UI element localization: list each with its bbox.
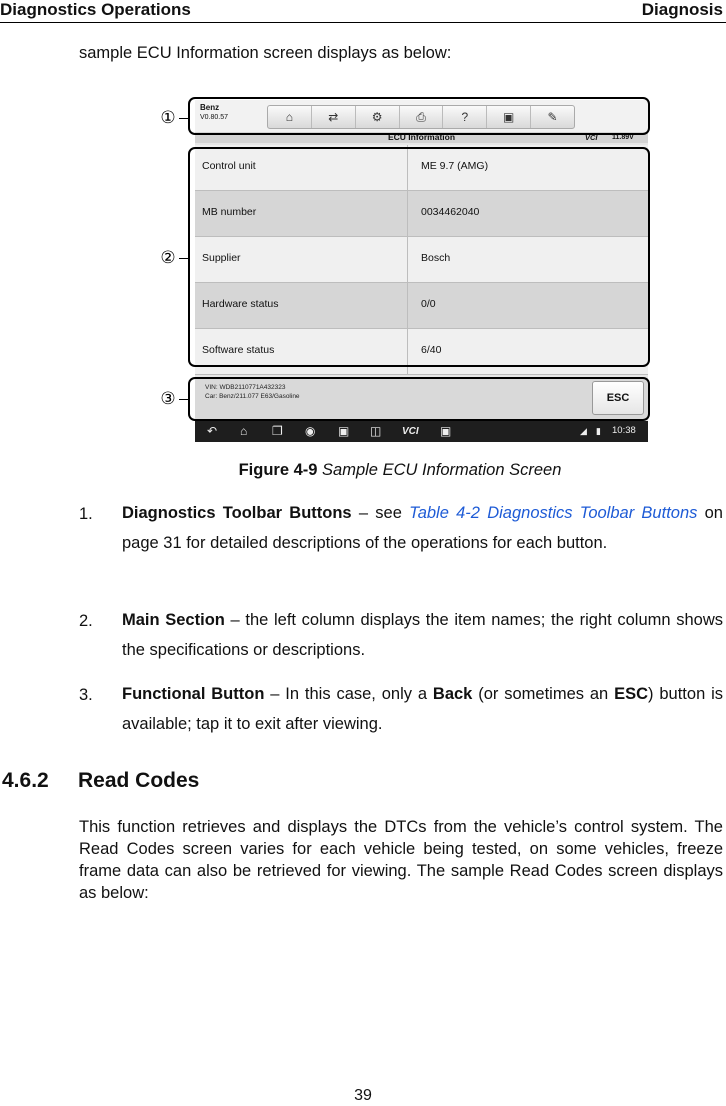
list-item <box>122 605 723 665</box>
caption-label: Figure 4-9 <box>238 461 318 479</box>
header-rule <box>0 22 726 23</box>
row-value: ME 9.7 (AMG) <box>421 160 489 172</box>
camera-icon[interactable]: ▣ <box>338 424 350 438</box>
item-heading: Diagnostics Toolbar Buttons <box>122 504 352 522</box>
row-label: Control unit <box>195 145 408 190</box>
callout-2: ② <box>160 248 176 267</box>
item-text: (or sometimes an <box>472 685 615 703</box>
row-label: MB number <box>195 191 408 236</box>
row-value: 0/0 <box>421 298 436 310</box>
browser-icon[interactable]: ◉ <box>305 424 316 438</box>
row-label: Software status <box>195 329 408 374</box>
print-icon[interactable]: ⎙ <box>400 106 444 128</box>
home-icon[interactable]: ⌂ <box>268 106 312 128</box>
vci-nav-icon[interactable]: VCI <box>402 426 419 437</box>
mirror-icon[interactable]: ◫ <box>370 424 382 438</box>
battery-icon: ▮ <box>596 426 601 436</box>
callout-1-bracket <box>188 97 650 135</box>
row-value: 0034462040 <box>421 206 480 218</box>
software-version: V0.80.57 <box>200 114 229 121</box>
vin-text: VIN: WDB2110771A432323 <box>205 384 286 391</box>
vehicle-swap-icon[interactable]: ⇄ <box>312 106 356 128</box>
esc-button[interactable]: ESC <box>592 381 644 415</box>
back-icon[interactable]: ↶ <box>207 424 218 438</box>
header-chapter: Diagnostics Operations <box>0 0 191 19</box>
table-reference-link[interactable]: Table 4-2 Diagnostics Toolbar Buttons <box>409 504 698 522</box>
esc-term: ESC <box>614 685 649 703</box>
car-icon[interactable]: ▣ <box>440 424 452 438</box>
battery-voltage: 11.89V <box>612 134 634 141</box>
vehicle-make: Benz <box>200 103 220 112</box>
item-number: 1. <box>79 505 93 523</box>
settings-icon[interactable]: ⚙ <box>356 106 400 128</box>
intro-text: sample ECU Information screen displays as below: <box>79 44 452 62</box>
callout-1: ① <box>160 108 176 127</box>
save-icon[interactable]: ▣ <box>487 106 531 128</box>
list-item <box>122 498 723 558</box>
section-number: 4.6.2 <box>2 769 49 792</box>
list-item <box>122 679 723 739</box>
row-value: 6/40 <box>421 344 442 356</box>
edit-icon[interactable]: ✎ <box>547 110 558 124</box>
help-icon[interactable]: ? <box>443 106 487 128</box>
home-nav-icon[interactable]: ⌂ <box>240 424 248 438</box>
car-text: Car: Benz/211.077 E63/Gasoline <box>205 393 300 400</box>
item-text: ) button is available; tap it to exit after viewing. <box>122 685 724 733</box>
callout-3: ③ <box>160 389 176 408</box>
header-section: Diagnosis <box>641 0 723 19</box>
item-text: – In this case, only a <box>264 685 433 703</box>
section-title: Read Codes <box>78 769 200 792</box>
item-heading: Functional Button <box>122 685 265 703</box>
row-value: Bosch <box>421 252 451 264</box>
item-text: – the left column displays the item names; the right column shows the specifications or descriptions. <box>122 611 724 659</box>
item-heading: Main Section <box>122 611 225 629</box>
caption-text: Sample ECU Information Screen <box>317 461 562 479</box>
callout-3-bracket <box>188 377 650 421</box>
item-number: 3. <box>79 686 93 704</box>
item-text: on page 31 for detailed descriptions of the operations for each button. <box>122 504 723 552</box>
back-term: Back <box>432 685 473 703</box>
figure-caption <box>0 461 726 480</box>
callout-2-bracket <box>188 147 650 367</box>
wifi-icon: ◢ <box>580 426 587 436</box>
vci-indicator: VCI <box>585 133 598 142</box>
screen-title: ECU Information <box>387 132 456 142</box>
row-label: Hardware status <box>195 283 408 328</box>
item-number: 2. <box>79 612 93 630</box>
recent-apps-icon[interactable]: ❐ <box>272 424 283 438</box>
clock: 10:38 <box>612 425 636 436</box>
page-number: 39 <box>354 1087 372 1104</box>
section-body: This function retrieves and displays the DTCs from the vehicle’s control system. The Read Codes screen varies for each vehicle being tested, on some vehicles, freeze frame data can also be retrieved for viewing. The sample Read Codes screen displays as below: <box>79 818 723 902</box>
row-label: Supplier <box>195 237 408 282</box>
item-text: – see <box>351 504 410 522</box>
